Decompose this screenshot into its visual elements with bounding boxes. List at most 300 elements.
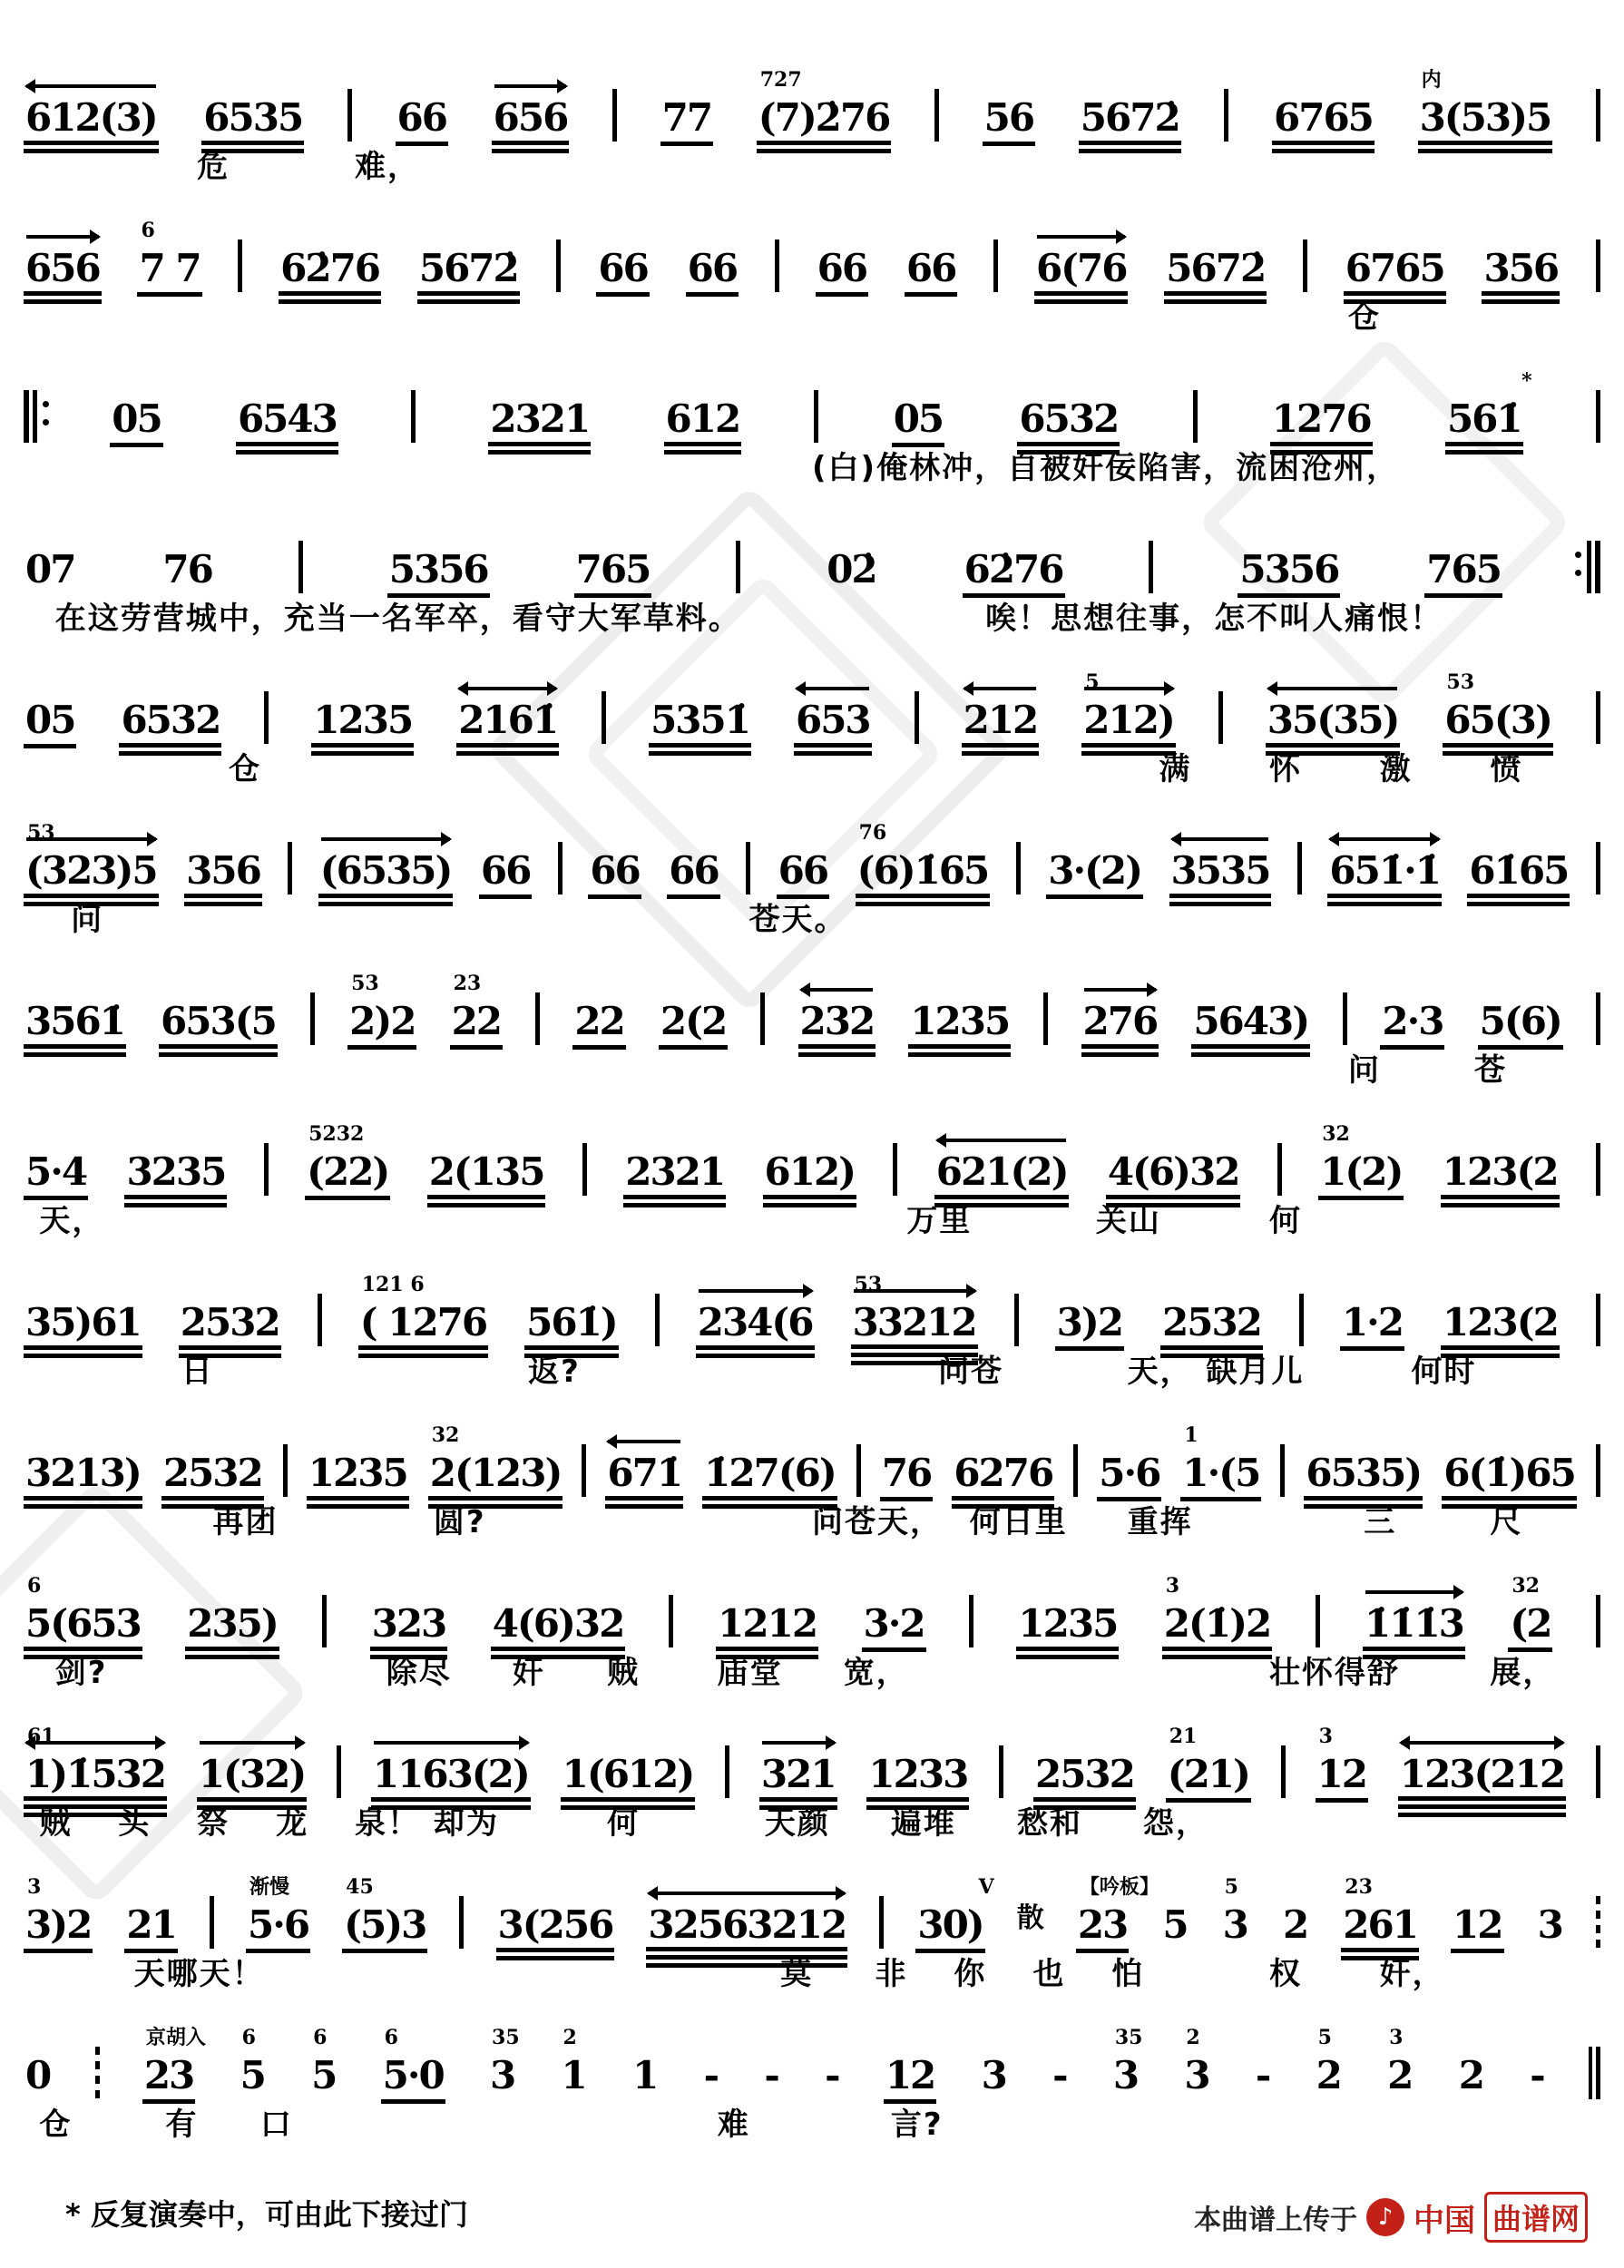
system-row [24, 1542, 1600, 1693]
note-group: 323 [370, 1605, 448, 1659]
note-group: - [1255, 2053, 1270, 2097]
lyrics-line [24, 1644, 1600, 1693]
note-group: 4(6)32 [491, 1605, 626, 1659]
barline [1073, 1444, 1078, 1497]
slur-glide-arrows-icon [459, 687, 556, 690]
tempo-label: 散 [1016, 1902, 1044, 1934]
note-group: 30) V [915, 1906, 984, 1953]
grace-note-annotation: 3 [1165, 1574, 1180, 1598]
note-group: 12 [1451, 1906, 1503, 1953]
lyric: 天， [1127, 1354, 1193, 1390]
system-row [24, 639, 1600, 789]
lyrics-line [24, 1493, 1600, 1542]
lyric: 非 [875, 1956, 908, 1992]
lyric: 仓 [1347, 299, 1381, 336]
notes-line [24, 337, 1600, 439]
glide-right-arrow-icon [374, 1741, 528, 1745]
barline [322, 1595, 327, 1647]
grace-note-annotation: 【吟板】 [1079, 1875, 1159, 1899]
barline [879, 1896, 884, 1949]
barline [1299, 1294, 1304, 1346]
note-group: 21 [124, 1906, 177, 1953]
barline [1596, 390, 1600, 443]
grace-note-annotation: 6 [384, 2026, 398, 2049]
note-group: 561̇) [524, 1304, 619, 1358]
notes-line [24, 1241, 1600, 1343]
lyric: 问 [71, 902, 104, 938]
note-group: 33212 53 [851, 1304, 978, 1365]
lyric: 何时 [1411, 1354, 1477, 1390]
note-group: 4(6)32 [1106, 1153, 1241, 1207]
lyric: 你 [954, 1956, 987, 1992]
grace-note-annotation: 727 [759, 68, 802, 92]
note-group: - [1530, 2053, 1544, 2097]
notes-line [24, 488, 1600, 590]
note-group: 2(1̇)2 3 [1162, 1605, 1272, 1659]
slur-glide-arrows-icon [1401, 1741, 1563, 1745]
slur-left-arrow-icon [797, 687, 869, 690]
note-group: (7)2̇76 727 [757, 99, 892, 153]
note-group: 5(653 6 [24, 1605, 142, 1659]
barline [856, 1444, 861, 1497]
note-group: 2 [1458, 2053, 1483, 2097]
barline [934, 89, 939, 142]
lyric: 难， [354, 149, 420, 185]
note-group: 05 [24, 701, 76, 748]
note-group: 1235 [307, 1454, 409, 1509]
note-group: 656 [492, 99, 570, 153]
system-row [24, 789, 1600, 940]
note-group: 5643) [1191, 1002, 1310, 1057]
lyric: 贼 [39, 1805, 73, 1842]
barline [535, 992, 540, 1045]
notes-line [24, 789, 1600, 891]
glide-right-arrow-icon [494, 84, 567, 88]
system-row [24, 1241, 1600, 1392]
lyrics-line [24, 1945, 1600, 1994]
lyric: 怨， [1142, 1805, 1208, 1842]
lyric: 尺 [1490, 1504, 1523, 1540]
lyric: 奸， [1379, 1956, 1445, 1992]
note-group: 234(6 [696, 1304, 815, 1358]
barline [1596, 1595, 1600, 1647]
note-group: 5(6) [1478, 1002, 1563, 1050]
lyric: 三 [1364, 1504, 1397, 1540]
note-group: 3 35 [1112, 2026, 1143, 2097]
notes-line [24, 940, 1600, 1041]
barline [1218, 691, 1223, 744]
barline [1149, 541, 1153, 593]
note-group: 5·4 [24, 1153, 88, 1200]
note-group: 2532 [179, 1304, 281, 1358]
note-group: 653 [794, 701, 872, 756]
barline [1596, 691, 1600, 744]
note-group: 5672̇ [1164, 249, 1267, 304]
note-group: 1·(5 1 [1180, 1454, 1261, 1501]
site-name-box: 曲谱网 [1484, 2192, 1588, 2243]
grace-note-annotation: 32 [1511, 1574, 1540, 1598]
note-group: 3·(2) [1046, 852, 1143, 899]
note-group: 2161̇ [456, 701, 559, 756]
lyric: 重挥 [1127, 1504, 1193, 1540]
barline [411, 390, 416, 443]
barline [556, 240, 561, 292]
lyric: 头 [118, 1805, 152, 1842]
note-group: (21) 21 [1166, 1755, 1251, 1803]
lyric: 也 [1032, 1956, 1066, 1992]
note-group: 1235 [908, 1002, 1011, 1057]
barline [1596, 1294, 1600, 1346]
note-group: 2(135 [427, 1153, 546, 1207]
barline [459, 1896, 464, 1949]
lyrics-line [24, 288, 1600, 337]
note-group: 261 23 [1341, 1906, 1419, 1960]
lyrics-line [24, 740, 1600, 789]
lyric: 宽， [843, 1655, 909, 1691]
note-group: 6532 [119, 701, 221, 756]
notes-line [24, 1693, 1600, 1794]
barline [915, 691, 919, 744]
note-group: 22 [572, 1002, 625, 1050]
lyric: 何 [607, 1805, 641, 1842]
barline [95, 2047, 100, 2099]
lyric: 危 [197, 149, 230, 185]
note-group: 12 3 [1316, 1755, 1368, 1803]
system-row [24, 1994, 1600, 2145]
barline [210, 1896, 214, 1949]
note-group: 232 [798, 1002, 876, 1057]
barline [298, 541, 303, 593]
system-row [24, 1843, 1600, 1994]
note-group: 2321 [488, 400, 591, 455]
note-group: 2)2 53 [347, 1002, 416, 1050]
note-group: 5351̇ [649, 701, 751, 756]
note-group: - [1052, 2053, 1067, 2097]
note-group: 3·2 [862, 1605, 926, 1652]
system-row [24, 337, 1600, 488]
note-group: 1̇27(6) [702, 1454, 837, 1509]
barline [993, 240, 998, 292]
lyric: 庙堂 [717, 1655, 783, 1691]
grace-note-annotation: 京胡入 [145, 2026, 206, 2049]
notes-line [24, 187, 1600, 288]
note-group: 07 [25, 547, 75, 591]
barline [558, 842, 563, 894]
note-group: 66 [396, 99, 448, 146]
barline [1281, 1745, 1286, 1798]
note-group: 65(3) 53 [1443, 701, 1552, 756]
slur-glide-arrows-icon [649, 1892, 845, 1895]
barline [1596, 1143, 1600, 1196]
note-group: 2532 [1160, 1304, 1263, 1358]
system-row [24, 1090, 1600, 1241]
lyrics-line [24, 439, 1600, 488]
grace-note-annotation: 23 [1345, 1875, 1373, 1899]
barline [602, 691, 606, 744]
barline [238, 240, 242, 292]
grace-note-annotation: 3 [1389, 2026, 1404, 2049]
note-group: 5672̇ [1079, 99, 1181, 153]
note-group: 235) [185, 1605, 279, 1659]
barline [318, 1294, 322, 1346]
note-group: 35)61 [24, 1304, 142, 1358]
note-group: 66 [777, 852, 829, 899]
note-group: 05 [892, 400, 944, 447]
grace-note-annotation: 53 [351, 972, 379, 995]
grace-note-annotation: 6 [141, 219, 155, 242]
systems [24, 36, 1600, 2145]
grace-note-annotation: 35 [1114, 2026, 1143, 2049]
note-group: 02̇ [827, 547, 876, 591]
grace-note-annotation: 76 [858, 821, 887, 845]
barline [1277, 1143, 1282, 1196]
lyric: 愁和 [1016, 1805, 1082, 1842]
lyrics-line [24, 2096, 1600, 2145]
note-group: 12 [884, 2057, 936, 2104]
note-group: 6532 [1017, 400, 1120, 455]
barline [999, 1745, 1003, 1798]
grace-note-annotation: 32 [431, 1423, 460, 1447]
notes-line [24, 36, 1600, 138]
lyric: 莫 [780, 1956, 814, 1992]
lyric: 问苍 [938, 1354, 1004, 1390]
lyric: 天哪天！ [133, 1956, 265, 1992]
grace-note-annotation: 5 [1085, 670, 1100, 694]
note-group: 651̇·1̇ [1327, 852, 1442, 906]
grace-note-annotation: 21 [1169, 1725, 1198, 1748]
note-group: 3)2 [1055, 1304, 1124, 1351]
grace-note-annotation: * [1521, 369, 1532, 393]
note-group: 612 [664, 400, 742, 455]
grace-note-annotation: 61 [27, 1725, 55, 1748]
lyric: 怀 [1269, 751, 1303, 787]
note-group: 3 [1537, 1902, 1562, 1947]
barline [1596, 240, 1600, 292]
note-group: 6535 [201, 99, 304, 153]
notes-line [24, 1843, 1600, 1945]
note-group: 2 [1282, 1902, 1308, 1947]
note-group: 123(212 [1398, 1755, 1566, 1817]
note-group: 61̇65 [1467, 852, 1570, 906]
lyric: 贼 [607, 1655, 641, 1691]
lyrics-line [24, 1041, 1600, 1090]
note-group: 5 6 [240, 2026, 265, 2097]
lyric: 缺月儿 [1206, 1354, 1305, 1390]
barline [283, 1444, 288, 1497]
note-group: 276 [1081, 1002, 1159, 1057]
note-group: 76 [880, 1454, 933, 1501]
note-group: 6(1̇)65 [1442, 1454, 1577, 1509]
barline [1280, 1444, 1285, 1497]
lyric: 问 [1347, 1052, 1381, 1089]
note-group: 0 [25, 2053, 51, 2097]
grace-note-annotation: 53 [27, 821, 55, 845]
note-group: 77 [660, 99, 713, 146]
note-group: 1163(2) [371, 1755, 531, 1810]
barline [582, 1444, 586, 1497]
lyric: 怕 [1111, 1956, 1145, 1992]
barline [264, 1143, 269, 1196]
note-group: 1233 [866, 1755, 969, 1810]
note-group: (22) 5232 [305, 1153, 390, 1200]
grace-note-annotation: 2 [563, 2026, 577, 2049]
lyric: 满 [1159, 751, 1192, 787]
barline [612, 89, 617, 142]
barline [760, 992, 765, 1045]
slur-left-arrow-icon [937, 1139, 1067, 1142]
note-group: 1(32) [197, 1755, 307, 1810]
lyrics-line [24, 1343, 1600, 1392]
barline [337, 1745, 341, 1798]
note-group: 765 [1424, 551, 1502, 598]
grace-note-annotation: 53 [1446, 670, 1475, 694]
note-group: 6535) [1304, 1454, 1423, 1509]
glide-right-arrow-icon [699, 1289, 812, 1293]
slur-left-arrow-icon [1268, 687, 1398, 690]
lyric: 难 [717, 2107, 750, 2143]
system-row [24, 940, 1600, 1090]
note-group: 66 [596, 249, 649, 297]
barline [310, 992, 315, 1045]
system-row [24, 1392, 1600, 1542]
note-group: 1(612) [561, 1755, 696, 1810]
glide-right-arrow-icon [26, 235, 99, 239]
note-group: 2·3 [1380, 1002, 1444, 1050]
barline [1596, 842, 1600, 894]
grace-note-annotation: 53 [854, 1273, 883, 1296]
barline [1316, 1595, 1320, 1647]
music-note-logo-icon: ♪ [1366, 2198, 1404, 2236]
note-group: 3(256 [496, 1906, 615, 1960]
lyric: 在这劳营城中，充当一名军卒，看守大军草料。 [54, 601, 741, 637]
lyric: (白)俺林冲，自被奸佞陷害，流困沧州， [812, 450, 1400, 486]
barline [775, 240, 779, 292]
grace-note-annotation: V [978, 1875, 994, 1899]
notes-line [24, 1542, 1600, 1644]
lyrics-line [24, 891, 1600, 940]
grace-note-annotation: 5232 [308, 1122, 365, 1146]
note-group: 56 [983, 99, 1035, 146]
note-group: 5·6 渐慢 [246, 1906, 310, 1953]
lyric: 唉！思想往事，怎不叫人痛恨！ [985, 601, 1443, 637]
note-group: 66 [588, 852, 641, 899]
barline [1043, 992, 1048, 1045]
barline [1014, 1294, 1019, 1346]
lyric: 日 [181, 1354, 214, 1390]
note-group: 123(2 [1441, 1153, 1560, 1207]
barline [1343, 992, 1347, 1045]
note-group: 6765 [1272, 99, 1375, 153]
notes-line [24, 639, 1600, 740]
lyrics-line [24, 1192, 1600, 1241]
lyric: 仓 [228, 751, 261, 787]
lyric: 口 [259, 2107, 293, 2143]
note-group: (2 32 [1508, 1605, 1552, 1652]
lyric: 返? [528, 1354, 581, 1390]
note-group: (323)5 53 [24, 852, 159, 906]
note-group: 3)2 3 [24, 1906, 93, 1953]
system-row [24, 1693, 1600, 1843]
note-group: 2321 [623, 1153, 726, 1207]
grace-note-annotation: 6 [313, 2026, 328, 2049]
grace-note-annotation: 渐慢 [249, 1875, 290, 1899]
note-group: 23 京胡入 [142, 2057, 195, 2104]
glide-right-arrow-icon [200, 1741, 304, 1745]
note-group: 3(53)5 内 [1418, 99, 1553, 153]
system-row [24, 488, 1600, 639]
barline [24, 390, 37, 443]
note-group: ( 1276 121 6 [358, 1304, 488, 1358]
note-group: 66 [479, 852, 532, 899]
note-group: 1235 [1016, 1605, 1119, 1659]
barline [1303, 240, 1307, 292]
note-group: 321 [759, 1755, 837, 1810]
lyrics-line [24, 1794, 1600, 1843]
barline [1589, 2047, 1600, 2099]
lyric: 有 [165, 2107, 199, 2143]
lyrics-line [24, 138, 1600, 187]
note-group: 5·0 6 [381, 2057, 445, 2104]
note-group: 3 [981, 2053, 1006, 2097]
lyric: 天， [39, 1203, 105, 1239]
lyric: 龙 [276, 1805, 309, 1842]
grace-note-annotation: 35 [492, 2026, 520, 2049]
note-group: 561̇ * [1445, 400, 1523, 455]
grace-note-annotation: 6 [27, 1574, 42, 1598]
barline [1587, 541, 1600, 593]
note-group: (6)1̇65 76 [856, 852, 991, 906]
barline [264, 691, 269, 744]
note-group: 6765 [1344, 249, 1446, 304]
notes-line [24, 1392, 1600, 1493]
note-group: 5·6 [1097, 1454, 1161, 1501]
grace-note-annotation: 45 [346, 1875, 374, 1899]
lyric: 遍堆 [890, 1805, 956, 1842]
lyric: 何 [1269, 1203, 1303, 1239]
note-group: 35(35) [1266, 701, 1401, 756]
note-group: 7 7 6 [137, 249, 201, 297]
lyric: 问苍天， [812, 1504, 943, 1540]
slur-left-arrow-icon [26, 84, 156, 88]
note-group: 3 2 [1184, 2026, 1209, 2097]
note-group: - [825, 2053, 839, 2097]
lyric: 圆? [433, 1504, 486, 1540]
note-group: 5 [1162, 1902, 1188, 1947]
lyric: 何日里 [969, 1504, 1068, 1540]
barline [1596, 992, 1600, 1045]
note-group: 2532 [1033, 1755, 1136, 1810]
note-group: 5356 [387, 551, 490, 598]
barline [1596, 1444, 1600, 1497]
note-group: 6543 [236, 400, 338, 455]
lyric: 奸 [512, 1655, 545, 1691]
glide-right-arrow-icon [762, 1741, 835, 1745]
note-group: (6535) [318, 852, 454, 906]
system-row [24, 36, 1600, 187]
lyric: 却为 [433, 1805, 499, 1842]
barline [736, 541, 740, 593]
lyric: 苍天。 [748, 902, 847, 938]
grace-note-annotation: 6 [241, 2026, 256, 2049]
note-group: 5 6 [311, 2026, 337, 2097]
note-group: 2(2 [659, 1002, 728, 1050]
lyric: 天颜 [764, 1805, 830, 1842]
grace-note-annotation: 32 [1322, 1122, 1350, 1146]
lyric: 泉！ [354, 1805, 420, 1842]
grace-note-annotation: 3 [1318, 1725, 1333, 1748]
barline [893, 1143, 897, 1196]
note-group: 66 [816, 249, 868, 297]
